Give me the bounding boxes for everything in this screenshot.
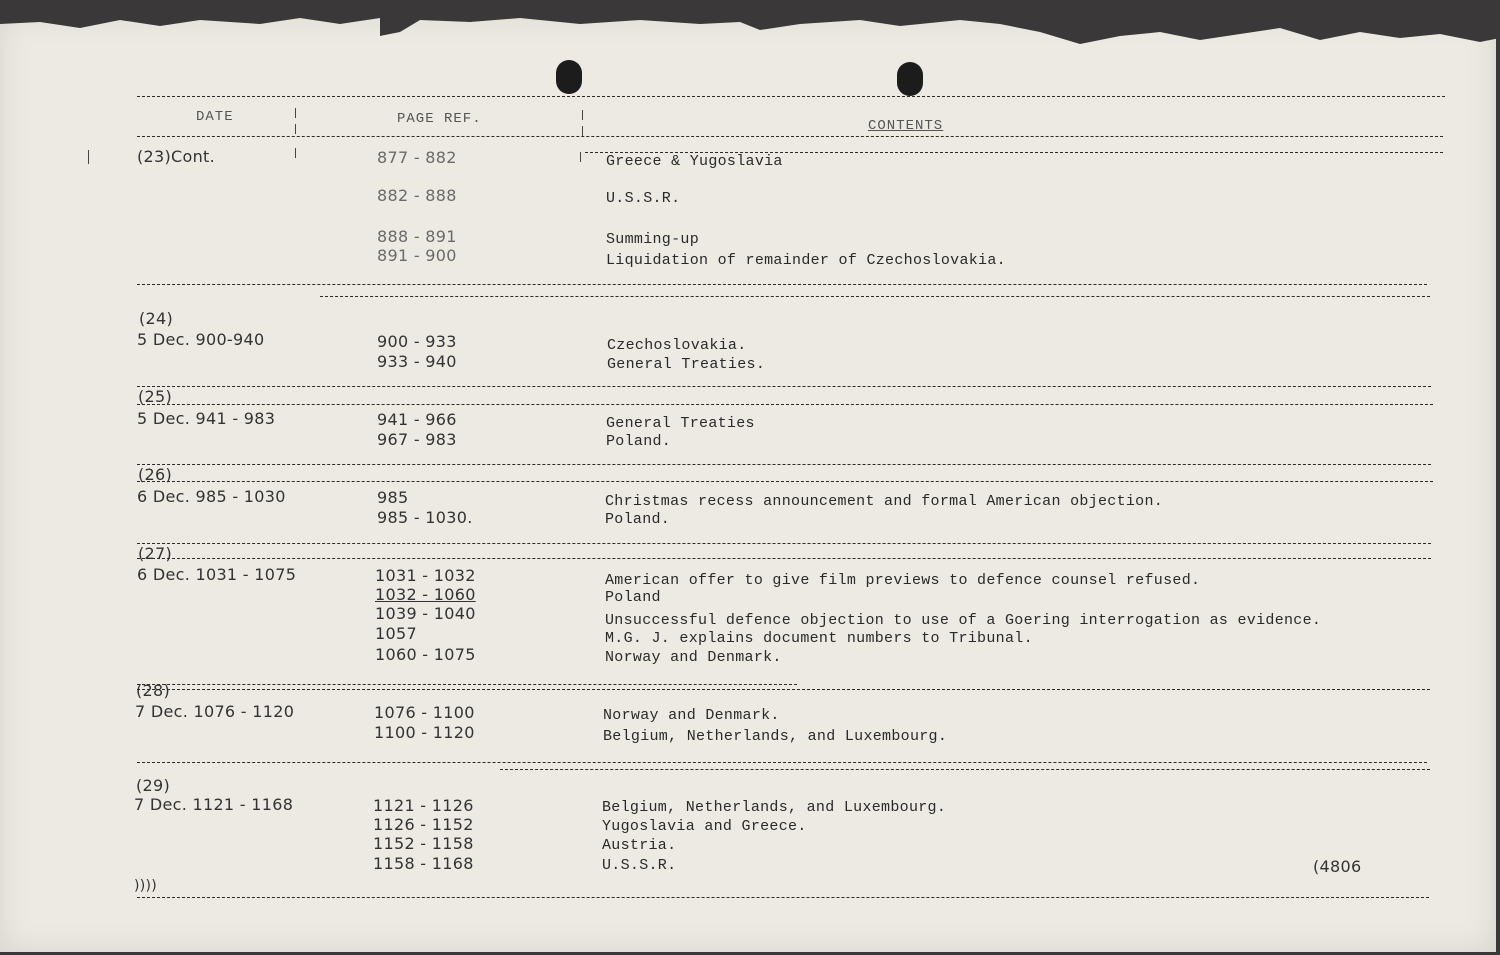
session-number: (29): [136, 776, 171, 795]
column-separator: [295, 124, 296, 134]
session-divider: [137, 684, 797, 685]
contents-entry: Poland: [605, 589, 661, 606]
contents-entry: Norway and Denmark.: [603, 707, 780, 724]
page-ref: 941 - 966: [377, 410, 457, 429]
page-ref: 900 - 933: [377, 332, 457, 351]
footer-rule: [137, 897, 1429, 898]
session-divider: [137, 543, 1431, 544]
session-date: 6 Dec. 985 - 1030: [137, 487, 286, 506]
page-ref: 1100 - 1120: [374, 723, 475, 742]
torn-top-edge: [0, 14, 1500, 50]
page-ref: 1152 - 1158: [373, 834, 474, 853]
session-divider: [137, 284, 1427, 285]
session-divider: [500, 769, 1430, 770]
column-separator: [295, 148, 296, 158]
session-number: (27): [138, 544, 173, 563]
session-number: (24): [139, 309, 174, 328]
session-divider: [137, 558, 1431, 559]
session-number: (26): [138, 465, 173, 484]
footer-mark: )))): [134, 878, 158, 894]
page-ref: 1060 - 1075: [375, 645, 476, 664]
page-ref: 1126 - 1152: [373, 815, 474, 834]
date-column-header: DATE: [196, 109, 234, 125]
contents-entry: U.S.S.R.: [602, 857, 677, 874]
page-ref: 933 - 940: [377, 352, 457, 371]
contents-entry: Poland.: [605, 511, 671, 528]
session-divider: [137, 689, 1430, 690]
session-date: 6 Dec. 1031 - 1075: [137, 565, 297, 584]
page-ref: 1031 - 1032: [375, 566, 476, 585]
page-ref: 985 - 1030.: [377, 508, 473, 527]
page-ref: 891 - 900: [377, 246, 457, 265]
page-ref: 1121 - 1126: [373, 796, 474, 815]
contents-entry: Christmas recess announcement and formal American objection.: [605, 493, 1164, 510]
page-ref: 888 - 891: [377, 227, 457, 246]
contents-entry: U.S.S.R.: [606, 190, 681, 207]
contents-entry: Summing-up: [606, 231, 700, 248]
punch-hole-left: [556, 60, 582, 94]
contents-entry: General Treaties.: [607, 356, 766, 373]
contents-entry: Unsuccessful defence objection to use of a Goering interrogation as evidence.: [605, 612, 1322, 629]
column-separator: [580, 152, 581, 162]
page-ref-column-header: PAGE REF.: [397, 111, 482, 127]
page-ref: 985: [377, 488, 409, 507]
page-ref: 1057: [375, 624, 417, 643]
contents-entry: Norway and Denmark.: [605, 649, 782, 666]
column-separator: [582, 110, 583, 120]
session-divider: [320, 296, 1430, 297]
punch-hole-right: [897, 62, 923, 96]
session-divider: [137, 464, 1431, 465]
contents-entry: Liquidation of remainder of Czechoslovakia.: [606, 252, 1006, 269]
session-date: 5 Dec. 900-940: [137, 330, 265, 349]
contents-entry: Czechoslovakia.: [607, 337, 747, 354]
contents-entry: American offer to give film previews to defence counsel refused.: [605, 572, 1201, 589]
session-date: 5 Dec. 941 - 983: [137, 409, 276, 428]
column-separator: [582, 126, 583, 136]
page-ref: 1039 - 1040: [375, 604, 476, 623]
session-date: 7 Dec. 1076 - 1120: [135, 702, 295, 721]
session-number: (25): [138, 387, 173, 406]
session-date: 7 Dec. 1121 - 1168: [134, 795, 294, 814]
contents-entry: General Treaties: [606, 415, 755, 432]
page-number: (4806: [1313, 857, 1362, 876]
page-ref: 877 - 882: [377, 148, 457, 167]
page-ref: 1158 - 1168: [373, 854, 474, 873]
contents-column-header: CONTENTS: [868, 118, 944, 134]
contents-entry: M.G. J. explains document numbers to Tribunal.: [605, 630, 1033, 647]
contents-entry: Yugoslavia and Greece.: [602, 818, 807, 835]
contents-entry: Belgium, Netherlands, and Luxembourg.: [603, 728, 948, 745]
session-divider: [137, 404, 1433, 405]
page-ref: 1032 - 1060: [375, 585, 476, 604]
contents-entry: Austria.: [602, 837, 677, 854]
contents-entry: Greece & Yugoslavia: [606, 153, 783, 170]
session-number: (28): [136, 681, 171, 700]
session-date: (23)Cont.: [137, 147, 216, 166]
contents-entry: Belgium, Netherlands, and Luxembourg.: [602, 799, 947, 816]
header-bottom-rule: [137, 136, 1443, 137]
page-ref: 967 - 983: [377, 430, 457, 449]
page-ref: 1076 - 1100: [374, 703, 475, 722]
page-ref: 882 - 888: [377, 186, 457, 205]
margin-mark: [88, 150, 89, 164]
contents-entry: Poland.: [606, 433, 672, 450]
header-top-rule: [137, 96, 1445, 97]
column-separator: [295, 108, 296, 118]
session-divider: [137, 386, 1431, 387]
session-divider: [137, 481, 1433, 482]
session-divider: [137, 762, 1427, 763]
